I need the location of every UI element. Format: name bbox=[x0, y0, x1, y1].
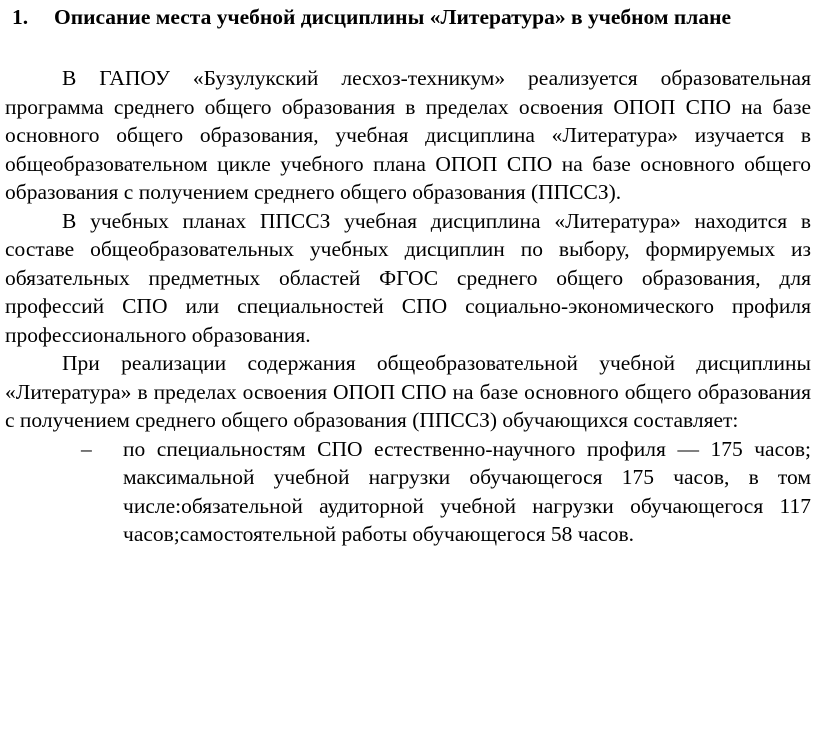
list-dash: – bbox=[81, 436, 92, 461]
section-title: Описание места учебной дисциплины «Литература» в учебном плане bbox=[54, 5, 732, 29]
paragraph: В ГАПОУ «Бузулукский лесхоз-техникум» реализуется образовательная программа среднего общего образования в пределах освоения ОПОП СПО на базе основного общего образования, учебная дисциплина «Литература» изучается в общеобразовательном цикле учебного плана ОПОП СПО на базе основного общего образования с получением среднего общего образования (ППССЗ). bbox=[5, 66, 811, 204]
paragraph: В учебных планах ППССЗ учебная дисциплина «Литература» находится в составе общеобразовательных учебных дисциплин по выбору, формируемых из обязательных предметных областей ФГОС среднего общего образования, для профессий СПО или специальностей СПО социально-экономического профиля профессионального образования. bbox=[5, 208, 811, 347]
section-heading bbox=[12, 3, 792, 32]
section-body bbox=[5, 64, 811, 549]
section-number: 1. bbox=[12, 5, 29, 29]
hours-list bbox=[5, 435, 811, 549]
list-item-text: по специальностям СПО естественно-научного профиля — 175 часов; максимальной учебной нагрузки обучающегося 175 часов, в том числе:обязательной аудиторной учебной нагрузки обучающегося 117 часов;самостоятельной работы обучающегося 58 часов. bbox=[123, 436, 811, 546]
paragraph: При реализации содержания общеобразовательной учебной дисциплины «Литература» в пределах освоения ОПОП СПО на базе основного общего образования с получением среднего общего образования (ППССЗ) обучающихся составляет: bbox=[5, 351, 811, 432]
list-item bbox=[5, 435, 811, 549]
